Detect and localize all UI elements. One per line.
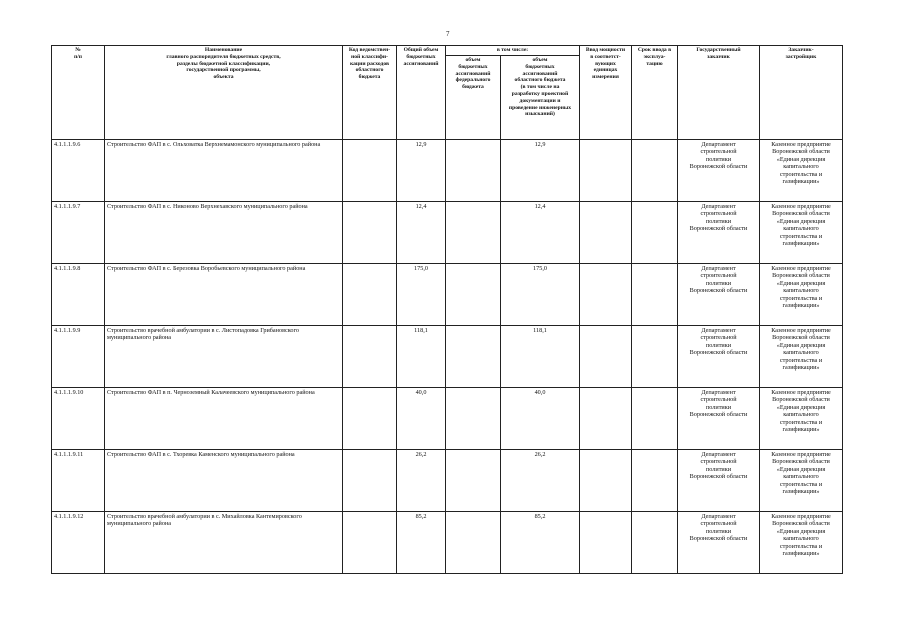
cell-code xyxy=(343,512,397,574)
cell-term xyxy=(632,388,678,450)
cell-term xyxy=(632,264,678,326)
header-total: Общий объем бюджетных ассигнований xyxy=(397,46,446,140)
header-federal: объем бюджетных ассигнований федерального бюджета xyxy=(446,56,501,140)
cell-federal xyxy=(446,450,501,512)
cell-federal xyxy=(446,326,501,388)
cell-customer: Департамент строительной политики Воронежской области xyxy=(678,326,760,388)
header-builder: Заказчик- застройщик xyxy=(760,46,843,140)
cell-federal xyxy=(446,264,501,326)
cell-capacity xyxy=(580,264,632,326)
cell-term xyxy=(632,202,678,264)
cell-federal xyxy=(446,388,501,450)
cell-code xyxy=(343,264,397,326)
cell-builder: Казенное предприятие Воронежской области «Единая дирекция капитального строительства и газификации» xyxy=(760,388,843,450)
cell-total: 12,4 xyxy=(397,202,446,264)
cell-num: 4.1.1.1.9.7 xyxy=(52,202,105,264)
cell-customer: Департамент строительной политики Воронежской области xyxy=(678,140,760,202)
cell-customer: Департамент строительной политики Воронежской области xyxy=(678,202,760,264)
cell-term xyxy=(632,140,678,202)
budget-table xyxy=(51,45,843,574)
cell-builder: Казенное предприятие Воронежской области «Единая дирекция капитального строительства и газификации» xyxy=(760,140,843,202)
cell-builder: Казенное предприятие Воронежской области «Единая дирекция капитального строительства и газификации» xyxy=(760,264,843,326)
cell-total: 175,0 xyxy=(397,264,446,326)
table-row xyxy=(52,450,843,512)
cell-code xyxy=(343,326,397,388)
header-regional: объем бюджетных ассигнований областного бюджета (в том числе на разработку проектной документации и проведение инженерных изысканий) xyxy=(501,56,580,140)
cell-regional: 26,2 xyxy=(501,450,580,512)
table-row xyxy=(52,388,843,450)
cell-builder: Казенное предприятие Воронежской области «Единая дирекция капитального строительства и газификации» xyxy=(760,326,843,388)
cell-customer: Департамент строительной политики Воронежской области xyxy=(678,264,760,326)
cell-name: Строительство врачебной амбулатории в с. Листопадовка Грибановского муниципального района xyxy=(105,326,343,388)
cell-num: 4.1.1.1.9.11 xyxy=(52,450,105,512)
cell-term xyxy=(632,512,678,574)
cell-builder: Казенное предприятие Воронежской области «Единая дирекция капитального строительства и газификации» xyxy=(760,450,843,512)
table-row xyxy=(52,202,843,264)
cell-federal xyxy=(446,140,501,202)
table-row xyxy=(52,140,843,202)
table-row xyxy=(52,264,843,326)
cell-builder: Казенное предприятие Воронежской области «Единая дирекция капитального строительства и газификации» xyxy=(760,512,843,574)
cell-customer: Департамент строительной политики Воронежской области xyxy=(678,512,760,574)
cell-name: Строительство ФАП в п. Черноземный Калачеевского муниципального района xyxy=(105,388,343,450)
cell-name: Строительство ФАП в с. Тхоревка Каменского муниципального района xyxy=(105,450,343,512)
cell-regional: 175,0 xyxy=(501,264,580,326)
header-name: Наименование главного распорядителя бюджетных средств, разделы бюджетной классификации, государственной программы, объекта xyxy=(105,46,343,140)
cell-num: 4.1.1.1.9.9 xyxy=(52,326,105,388)
page-number: 7 xyxy=(446,30,450,38)
cell-name: Строительство ФАП в с. Березовка Воробьевского муниципального района xyxy=(105,264,343,326)
table-row xyxy=(52,512,843,574)
cell-regional: 118,1 xyxy=(501,326,580,388)
cell-total: 12,9 xyxy=(397,140,446,202)
cell-num: 4.1.1.1.9.8 xyxy=(52,264,105,326)
cell-total: 118,1 xyxy=(397,326,446,388)
cell-federal xyxy=(446,512,501,574)
table-header xyxy=(52,46,843,140)
header-code: Код ведомствен- ной классифи- кации расходов областного бюджета xyxy=(343,46,397,140)
cell-capacity xyxy=(580,202,632,264)
cell-customer: Департамент строительной политики Воронежской области xyxy=(678,388,760,450)
cell-name: Строительство врачебной амбулатории в с. Михайловка Кантемировского муниципального района xyxy=(105,512,343,574)
header-including: в том числе: xyxy=(446,46,580,56)
header-customer: Государственный заказчик xyxy=(678,46,760,140)
cell-total: 40,0 xyxy=(397,388,446,450)
cell-total: 85,2 xyxy=(397,512,446,574)
cell-name: Строительство ФАП в с. Никоново Верхнехавского муниципального района xyxy=(105,202,343,264)
cell-capacity xyxy=(580,388,632,450)
cell-customer: Департамент строительной политики Воронежской области xyxy=(678,450,760,512)
cell-num: 4.1.1.1.9.6 xyxy=(52,140,105,202)
cell-name: Строительство ФАП в с. Ольховатка Верхнемамонского муниципального района xyxy=(105,140,343,202)
cell-capacity xyxy=(580,326,632,388)
cell-term xyxy=(632,450,678,512)
cell-regional: 12,9 xyxy=(501,140,580,202)
cell-num: 4.1.1.1.9.12 xyxy=(52,512,105,574)
cell-code xyxy=(343,140,397,202)
cell-capacity xyxy=(580,450,632,512)
cell-term xyxy=(632,326,678,388)
cell-total: 26,2 xyxy=(397,450,446,512)
cell-num: 4.1.1.1.9.10 xyxy=(52,388,105,450)
cell-code xyxy=(343,388,397,450)
header-num: № п/п xyxy=(52,46,105,140)
cell-capacity xyxy=(580,512,632,574)
header-term: Срок ввода в эксплуа- тацию xyxy=(632,46,678,140)
cell-builder: Казенное предприятие Воронежской области «Единая дирекция капитального строительства и газификации» xyxy=(760,202,843,264)
header-capacity: Ввод мощности в соответст- вующих единицах измерения xyxy=(580,46,632,140)
cell-capacity xyxy=(580,140,632,202)
cell-federal xyxy=(446,202,501,264)
cell-code xyxy=(343,450,397,512)
cell-code xyxy=(343,202,397,264)
cell-regional: 85,2 xyxy=(501,512,580,574)
cell-regional: 40,0 xyxy=(501,388,580,450)
table-row xyxy=(52,326,843,388)
table-body xyxy=(52,140,843,574)
cell-regional: 12,4 xyxy=(501,202,580,264)
